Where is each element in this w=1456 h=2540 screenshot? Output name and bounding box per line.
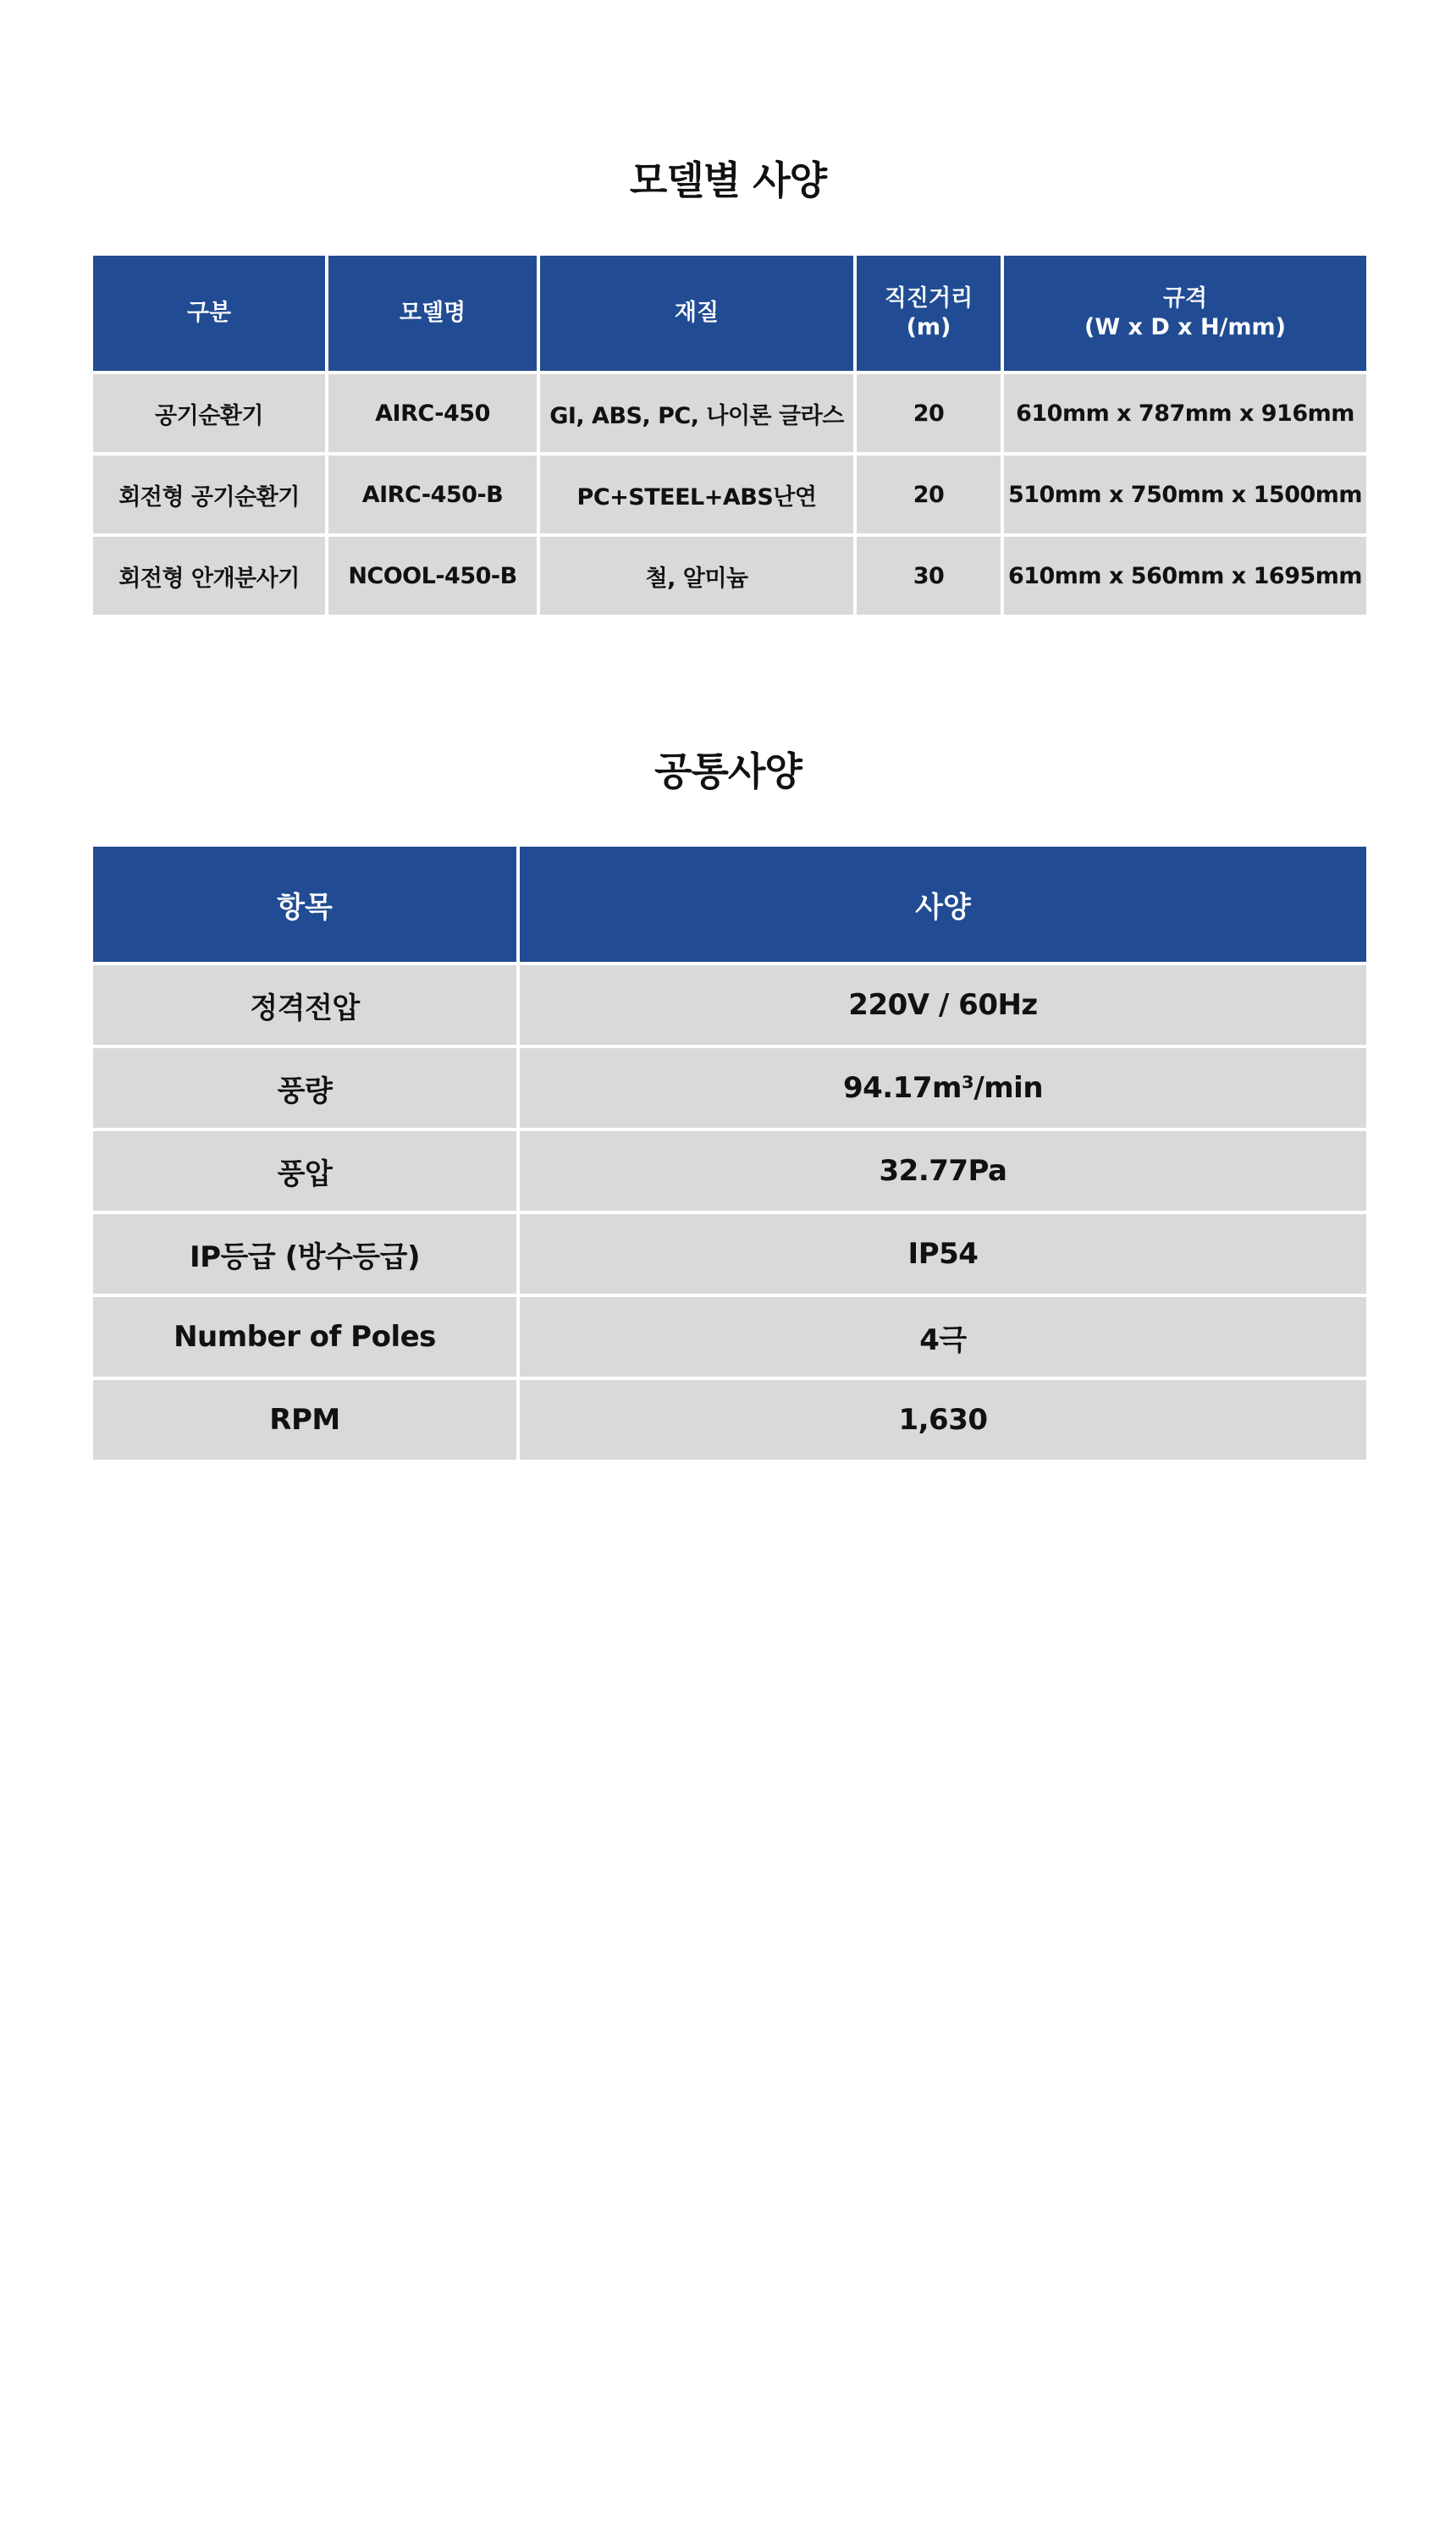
cell-item: 풍량 xyxy=(91,1046,518,1129)
header-size-line2: (W x D x H/mm) xyxy=(1084,314,1287,340)
table-row xyxy=(91,1295,1368,1378)
cell-model-name: NCOOL-450-B xyxy=(327,535,538,616)
header-category: 구분 xyxy=(91,254,327,373)
cell-item: 정격전압 xyxy=(91,964,518,1046)
common-spec-table xyxy=(90,843,1370,1463)
common-spec-header-row xyxy=(91,845,1368,964)
cell-category: 회전형 공기순환기 xyxy=(91,454,327,535)
header-size xyxy=(1002,254,1368,373)
cell-material: 철, 알미늄 xyxy=(538,535,855,616)
cell-material: PC+STEEL+ABS난연 xyxy=(538,454,855,535)
table-row xyxy=(91,964,1368,1046)
header-size-line1: 규격 xyxy=(1162,285,1208,312)
table-row xyxy=(91,1129,1368,1212)
cell-model-name: AIRC-450 xyxy=(327,373,538,454)
table-row xyxy=(91,1378,1368,1461)
cell-model-name: AIRC-450-B xyxy=(327,454,538,535)
header-model-name: 모델명 xyxy=(327,254,538,373)
cell-size: 510mm x 750mm x 1500mm xyxy=(1002,454,1368,535)
table-row xyxy=(91,454,1368,535)
cell-spec: IP54 xyxy=(518,1212,1368,1295)
header-distance xyxy=(855,254,1002,373)
cell-item: 풍압 xyxy=(91,1129,518,1212)
cell-distance: 20 xyxy=(855,454,1002,535)
model-spec-header-row xyxy=(91,254,1368,373)
cell-size: 610mm x 787mm x 916mm xyxy=(1002,373,1368,454)
header-material: 재질 xyxy=(538,254,855,373)
cell-item: Number of Poles xyxy=(91,1295,518,1378)
cell-distance: 30 xyxy=(855,535,1002,616)
cell-item: RPM xyxy=(91,1378,518,1461)
table-row xyxy=(91,1046,1368,1129)
cell-spec: 220V / 60Hz xyxy=(518,964,1368,1046)
cell-spec: 1,630 xyxy=(518,1378,1368,1461)
cell-distance: 20 xyxy=(855,373,1002,454)
cell-spec: 4극 xyxy=(518,1295,1368,1378)
cell-material: GI, ABS, PC, 나이론 글라스 xyxy=(538,373,855,454)
table-row xyxy=(91,373,1368,454)
header-distance-line1: 직진거리 xyxy=(884,285,973,312)
header-item: 항목 xyxy=(91,845,518,964)
cell-category: 공기순환기 xyxy=(91,373,327,454)
header-distance-line2: (m) xyxy=(906,314,951,340)
cell-spec: 94.17m³/min xyxy=(518,1046,1368,1129)
table-row xyxy=(91,1212,1368,1295)
cell-item: IP등급 (방수등급) xyxy=(91,1212,518,1295)
header-spec: 사양 xyxy=(518,845,1368,964)
cell-size: 610mm x 560mm x 1695mm xyxy=(1002,535,1368,616)
common-spec-title: 공통사양 xyxy=(654,748,802,794)
cell-spec: 32.77Pa xyxy=(518,1129,1368,1212)
cell-category: 회전형 안개분사기 xyxy=(91,535,327,616)
model-spec-title: 모델별 사양 xyxy=(629,157,827,203)
table-row xyxy=(91,535,1368,616)
model-spec-table xyxy=(90,252,1370,618)
